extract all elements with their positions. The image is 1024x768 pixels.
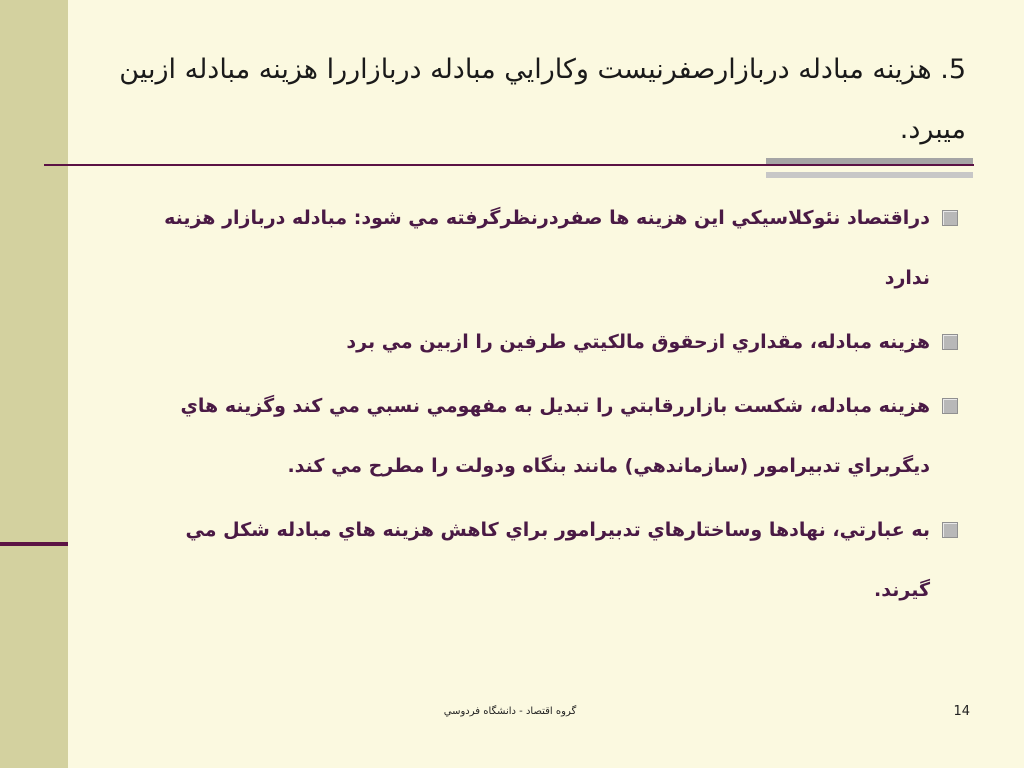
bullet-item [140, 376, 960, 496]
bullet-item [140, 500, 960, 620]
sidebar-divider [0, 542, 68, 546]
square-bullet-icon [942, 522, 958, 538]
bullet-text: هزينه مبادله، شكست بازاررقابتي را تبديل به مفهومي نسبي مي كند وگزينه هاي ديگربراي تدبيرامور (سازماندهي) مانند بنگاه ودولت را مطرح مي كند. [180, 395, 930, 477]
slide-title: 5. هزينه مبادله دربازارصفرنيست وكارايي مبادله دربازاررا هزينه مبادله ازبين ميبرد. [119, 54, 966, 145]
square-bullet-icon [942, 334, 958, 350]
page-number: 14 [953, 704, 970, 719]
title-divider [44, 164, 974, 166]
bullet-text: دراقتصاد نئوكلاسيكي اين هزينه ها صفردرنظرگرفته مي شود: مبادله دربازار هزينه ندارد [164, 207, 930, 289]
title-accent-bar-secondary [766, 172, 973, 178]
footer-department: گروه اقتصاد - دانشگاه فردوسي [443, 706, 577, 717]
bullet-item [140, 312, 960, 372]
bullet-text: به عبارتي، نهادها وساختارهاي تدبيرامور براي كاهش هزينه هاي مبادله شكل مي گيرند. [185, 519, 930, 601]
bullet-text: هزينه مبادله، مقداري ازحقوق مالكيتي طرفين را ازبين مي برد [346, 331, 930, 353]
bullet-item [140, 188, 960, 308]
square-bullet-icon [942, 398, 958, 414]
left-sidebar-band [0, 0, 68, 768]
bullet-list [140, 188, 960, 624]
square-bullet-icon [942, 210, 958, 226]
